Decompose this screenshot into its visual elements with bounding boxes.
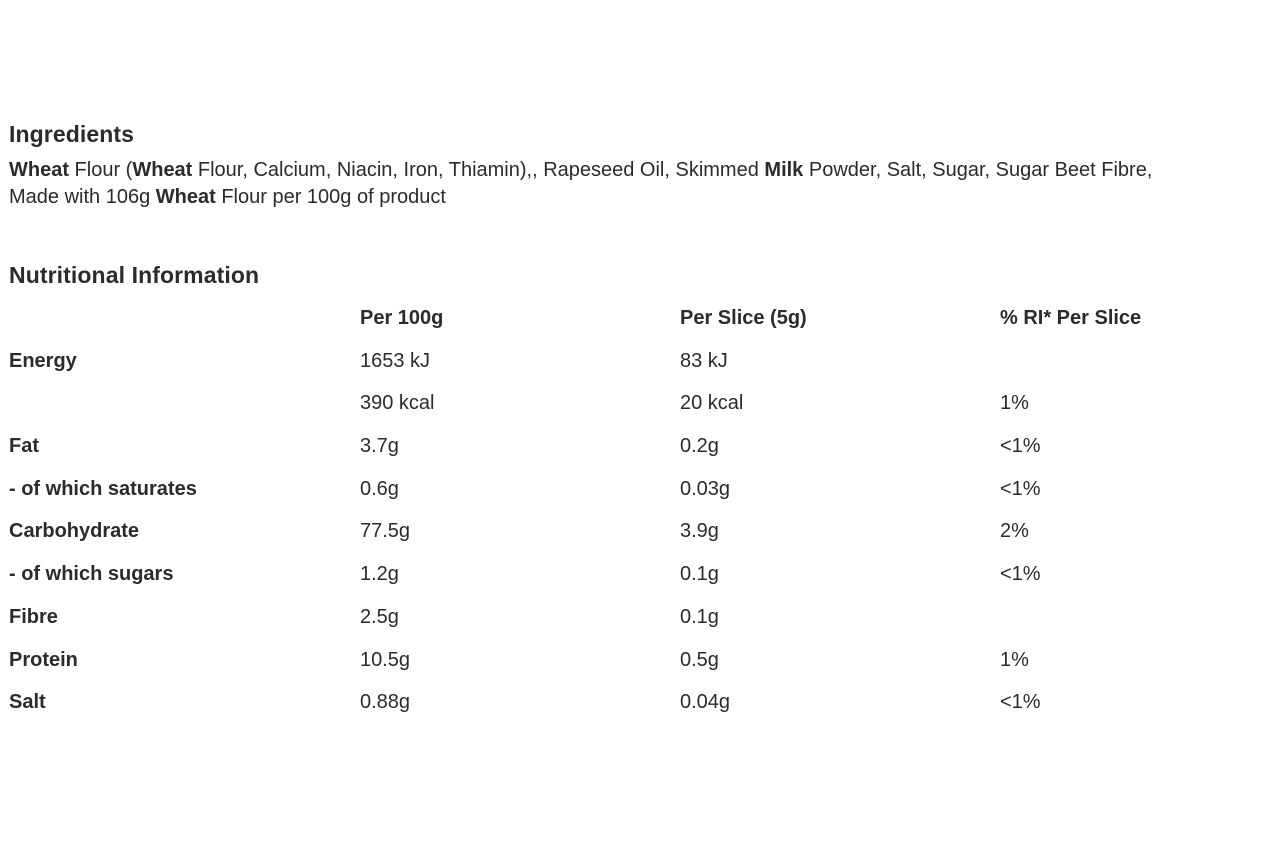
per-slice-value: 0.2g (680, 435, 719, 458)
nutrient-name: Energy (9, 349, 77, 372)
column-header-per-100g: Per 100g (360, 307, 444, 329)
nutrient-name: - of which saturates (9, 477, 197, 500)
ingredients-line-2 (9, 184, 1277, 211)
table-row (0, 553, 1280, 596)
per-100g-value: 77.5g (360, 520, 411, 543)
ingredient-text: Flour ( (69, 159, 133, 181)
column-header-per-slice: Per Slice (5g) (680, 307, 807, 329)
table-row (0, 340, 1280, 383)
table-row (0, 382, 1280, 425)
table-row (0, 596, 1280, 639)
ri-per-slice-value: <1% (1000, 477, 1041, 500)
ingredient-text: Powder, Salt, Sugar, Sugar Beet Fibre, (803, 159, 1153, 181)
per-slice-value: 83 kJ (680, 349, 728, 372)
ri-per-slice-value: <1% (1000, 691, 1041, 714)
nutrient-name: Fibre (9, 605, 58, 628)
per-100g-value: 10.5g (360, 648, 411, 671)
ri-per-slice-value: <1% (1000, 563, 1041, 586)
table-row (0, 681, 1280, 724)
per-slice-value: 3.9g (680, 520, 719, 543)
ingredient-text: Flour per 100g of product (215, 186, 446, 208)
per-100g-value: 3.7g (360, 435, 399, 458)
nutrition-table (0, 297, 1280, 724)
allergen-text: Milk (764, 159, 804, 181)
per-slice-value: 0.5g (680, 648, 719, 671)
ingredient-text: Made with 106g (9, 186, 156, 208)
per-100g-value: 390 kcal (360, 392, 435, 415)
ri-per-slice-value: 1% (1000, 392, 1029, 415)
nutrient-name: Protein (9, 648, 78, 671)
per-100g-value: 1.2g (360, 563, 399, 586)
ingredients-heading: Ingredients (9, 121, 135, 147)
ri-per-slice-value: 2% (1000, 520, 1029, 543)
nutrient-name: Carbohydrate (9, 520, 140, 543)
ri-per-slice-value: <1% (1000, 435, 1041, 458)
per-100g-value: 1653 kJ (360, 349, 431, 372)
column-header-ri-per-slice: % RI* Per Slice (1000, 307, 1142, 329)
table-row (0, 510, 1280, 553)
per-slice-value: 0.1g (680, 563, 719, 586)
table-row (0, 425, 1280, 468)
allergen-text: Wheat (9, 159, 69, 181)
per-100g-value: 0.6g (360, 477, 399, 500)
ingredients-line-1 (9, 157, 1277, 184)
ri-per-slice-value: 1% (1000, 648, 1029, 671)
nutrition-heading: Nutritional Information (9, 262, 260, 288)
nutrient-name: - of which sugars (9, 563, 174, 586)
ingredient-text: Flour, Calcium, Niacin, Iron, Thiamin),, Rapeseed Oil, Skimmed (192, 159, 765, 181)
per-slice-value: 0.04g (680, 691, 731, 714)
per-100g-value: 0.88g (360, 691, 411, 714)
allergen-text: Wheat (155, 186, 216, 208)
allergen-text: Wheat (132, 159, 193, 181)
nutrition-header-row (0, 297, 1280, 340)
per-slice-value: 0.03g (680, 477, 731, 500)
per-slice-value: 20 kcal (680, 392, 744, 415)
nutrient-name: Fat (9, 435, 39, 458)
nutrition-rows (0, 340, 1280, 724)
per-100g-value: 2.5g (360, 605, 399, 628)
table-row (0, 639, 1280, 682)
table-row (0, 468, 1280, 511)
ingredients-text (9, 157, 1277, 211)
nutrient-name: Salt (9, 691, 46, 714)
per-slice-value: 0.1g (680, 605, 719, 628)
